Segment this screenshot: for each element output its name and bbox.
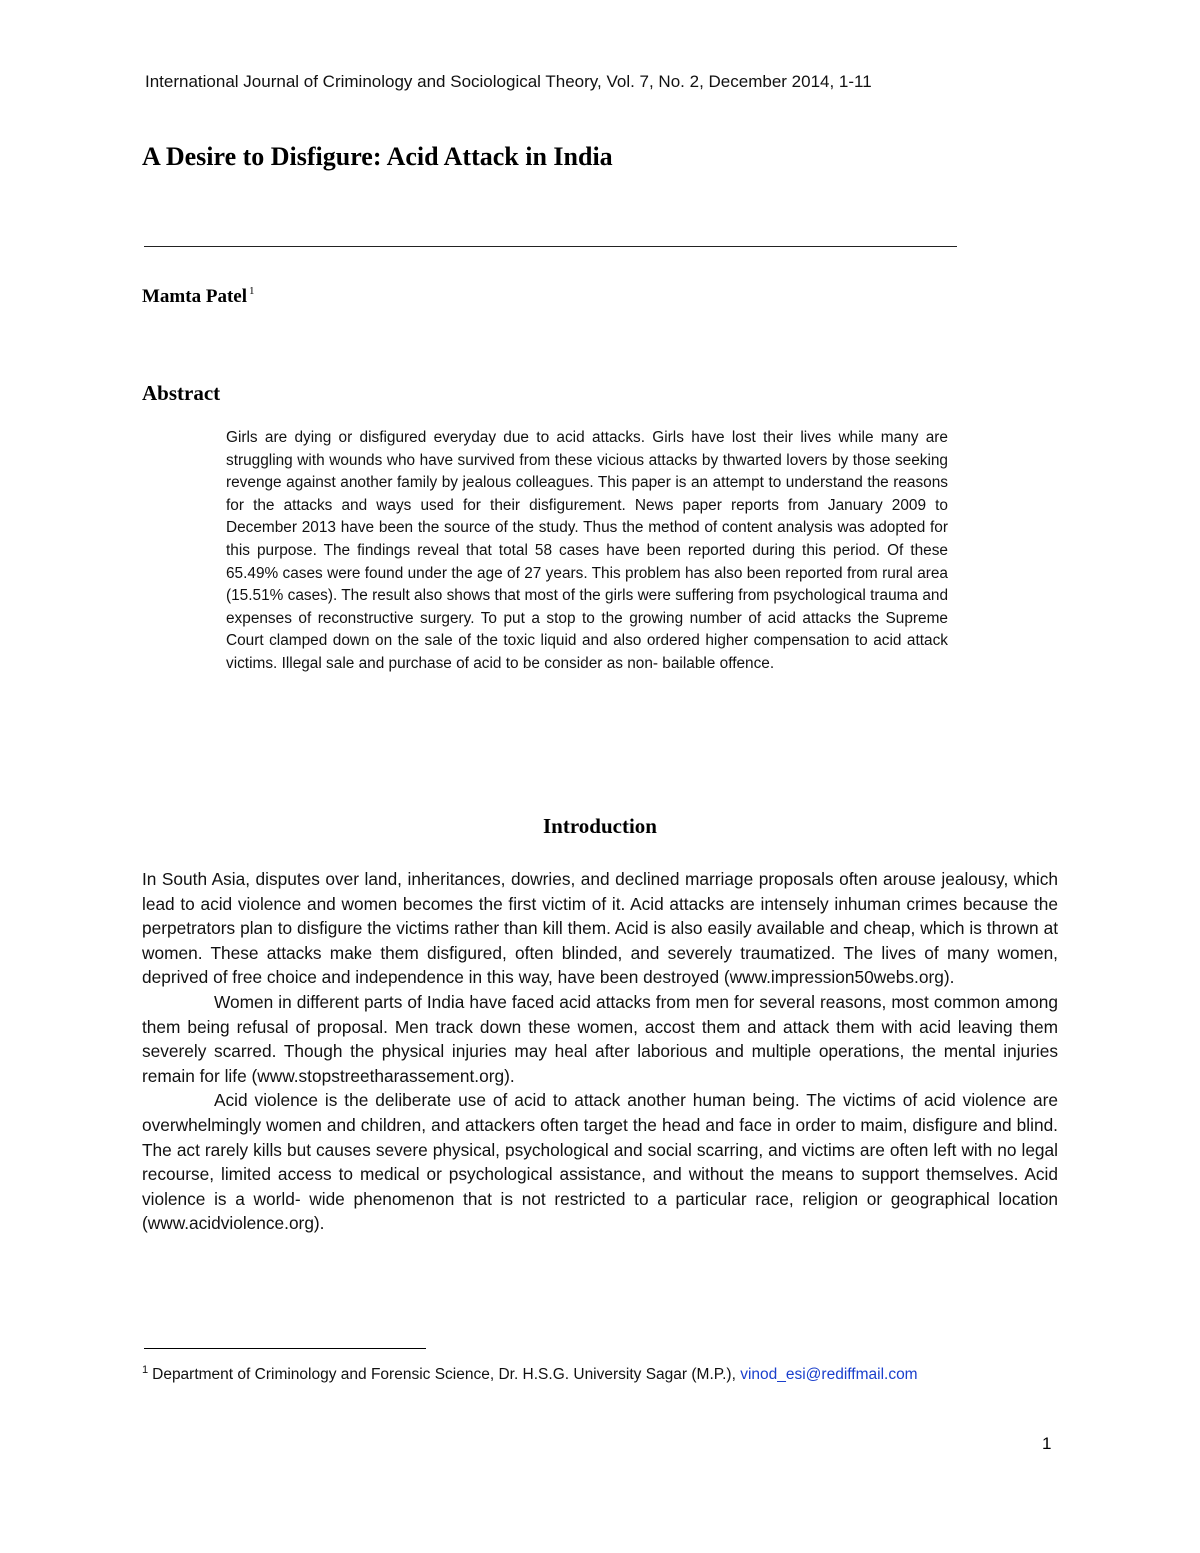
abstract-text: Girls are dying or disfigured everyday due to acid attacks. Girls have lost their lives while many are struggling with wounds who have survived from these vicious attacks by thwarted lovers by those seeking revenge against another family by jealous colleagues. This paper is an attempt to understand the reasons for the attacks and ways used for their disfigurement. News paper reports from January 2009 to December 2013 have been the source of the study. Thus the method of content analysis was adopted for this purpose. The findings reveal that total 58 cases have been reported during this period. Of these 65.49% cases were found under the age of 27 years. This problem has also been reported from rural area (15.51% cases). The result also shows that most of the girls were suffering from psychological trauma and expenses of reconstructive surgery. To put a stop to the growing number of acid attacks the Supreme Court clamped down on the sale of the toxic liquid and also ordered higher compensation to acid attack victims. Illegal sale and purchase of acid to be consider as non- bailable offence. [226, 429, 948, 672]
title-separator-rule [144, 246, 957, 247]
author-email-link[interactable]: vinod_esi@rediffmail.com [740, 1366, 918, 1383]
introduction-body [142, 867, 1058, 1236]
author-footnote-marker: 1 [248, 285, 255, 297]
intro-paragraph-3: Acid violence is the deliberate use of acid to attack another human being. The victims of acid violence are overwhelmingly women and children, and attackers often target the head and face in order to maim, disfigure and blind. The act rarely kills but causes severe physical, psychological and social scarring, and victims are often left with no legal recourse, limited access to medical or psychological assistance, and without the means to support themselves. Acid violence is a world- wide phenomenon that is not restricted to a particular race, religion or geographical location (www.acidviolence.org). [142, 1090, 1058, 1234]
intro-paragraph-1: In South Asia, disputes over land, inheritances, dowries, and declined marriage proposals often arouse jealousy, which lead to acid violence and women becomes the first victim of it. Acid attacks are intensely inhuman crimes because the perpetrators plan to disfigure the victims rather than kill them. Acid is also easily available and cheap, which is thrown at women. These attacks make them disfigured, often blinded, and severely traumatized. The lives of many women, deprived of free choice and independence in this way, have been destroyed (www.impression50webs.org). [142, 869, 1058, 988]
footnote-separator [144, 1348, 426, 1349]
article-title: A Desire to Disfigure: Acid Attack in India [142, 142, 613, 171]
abstract-heading: Abstract [142, 381, 221, 405]
author-name: Mamta Patel [142, 286, 247, 307]
intro-paragraph-2: Women in different parts of India have faced acid attacks from men for several reasons, most common among them being refusal of proposal. Men track down these women, accost them and attack them with acid leaving them severely scarred. Though the physical injuries may heal after laborious and multiple operations, the mental injuries remain for life (www.stopstreetharassement.org). [142, 991, 1058, 1086]
introduction-heading: Introduction [543, 814, 657, 838]
footnote-affiliation: Department of Criminology and Forensic Science, Dr. H.S.G. University Sagar (M.P.), [152, 1366, 741, 1383]
journal-running-header: International Journal of Criminology and Sociological Theory, Vol. 7, No. 2, December 2014, 1-11 [145, 72, 872, 91]
author-block [142, 285, 254, 308]
page-number: 1 [1042, 1434, 1052, 1453]
footnote [142, 1364, 1102, 1384]
footnote-marker: 1 [142, 1364, 149, 1376]
